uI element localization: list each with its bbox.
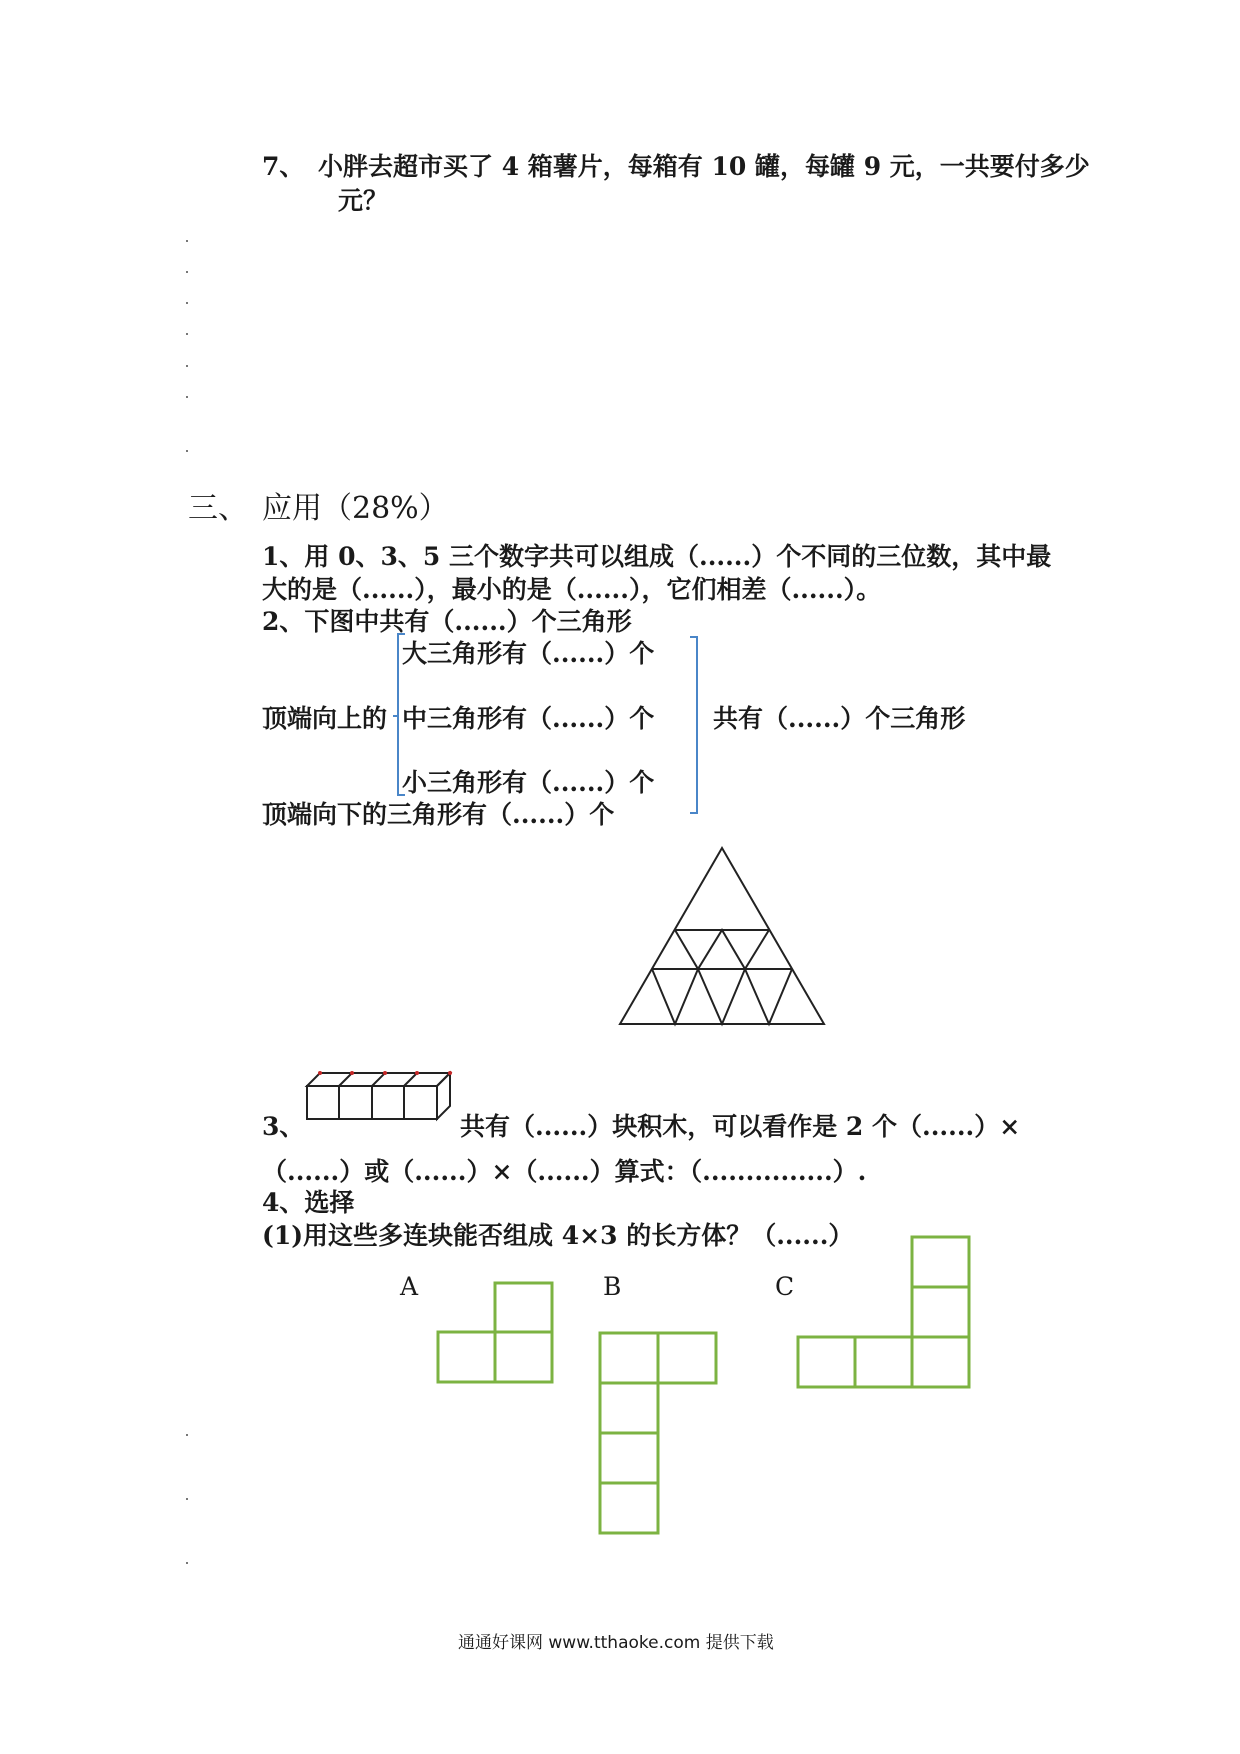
option-b-label: B — [603, 1272, 622, 1301]
problem-4-sub: (1)用这些多连块能否组成 4×3 的长方体？（......） — [262, 1221, 854, 1250]
upward-label: 顶端向上的 — [262, 704, 388, 733]
section-number: 三、 — [188, 491, 248, 526]
question-7-number: 7、 — [262, 152, 305, 181]
problem-3-line1: 共有（......）块积木，可以看作是 2 个（......）× — [460, 1112, 1021, 1141]
small-triangles: 小三角形有（......）个 — [402, 768, 655, 797]
problem-3-number: 3、 — [262, 1112, 305, 1141]
medium-triangles: 中三角形有（......）个 — [402, 704, 655, 733]
question-7-text-cont: 元？ — [338, 186, 389, 215]
large-triangles: 大三角形有（......）个 — [402, 639, 655, 668]
problem-2-title: 2、下图中共有（......）个三角形 — [262, 607, 632, 636]
problem-1-line2: 大的是（......），最小的是（......），它们相差（......）。 — [262, 575, 882, 604]
option-c-label: C — [775, 1272, 795, 1301]
section-title: 应用（28%） — [262, 491, 449, 526]
problem-1-line1: 1、用 0、3、5 三个数字共可以组成（......）个不同的三位数，其中最 — [262, 542, 1052, 571]
problem-3-line2: （......）或（......）×（......）算式：（...............）. — [262, 1157, 867, 1186]
option-a-label: A — [400, 1272, 419, 1301]
question-7-text: 小胖去超市买了 4 箱薯片，每箱有 10 罐，每罐 9 元，一共要付多少 — [318, 152, 1090, 181]
footer-text: 通通好课网 www.tthaoke.com 提供下载 — [458, 1633, 774, 1653]
downward-triangles: 顶端向下的三角形有（......）个 — [262, 800, 615, 829]
triangle-total: 共有（......）个三角形 — [713, 704, 966, 733]
problem-4-title: 4、选择 — [262, 1188, 355, 1217]
